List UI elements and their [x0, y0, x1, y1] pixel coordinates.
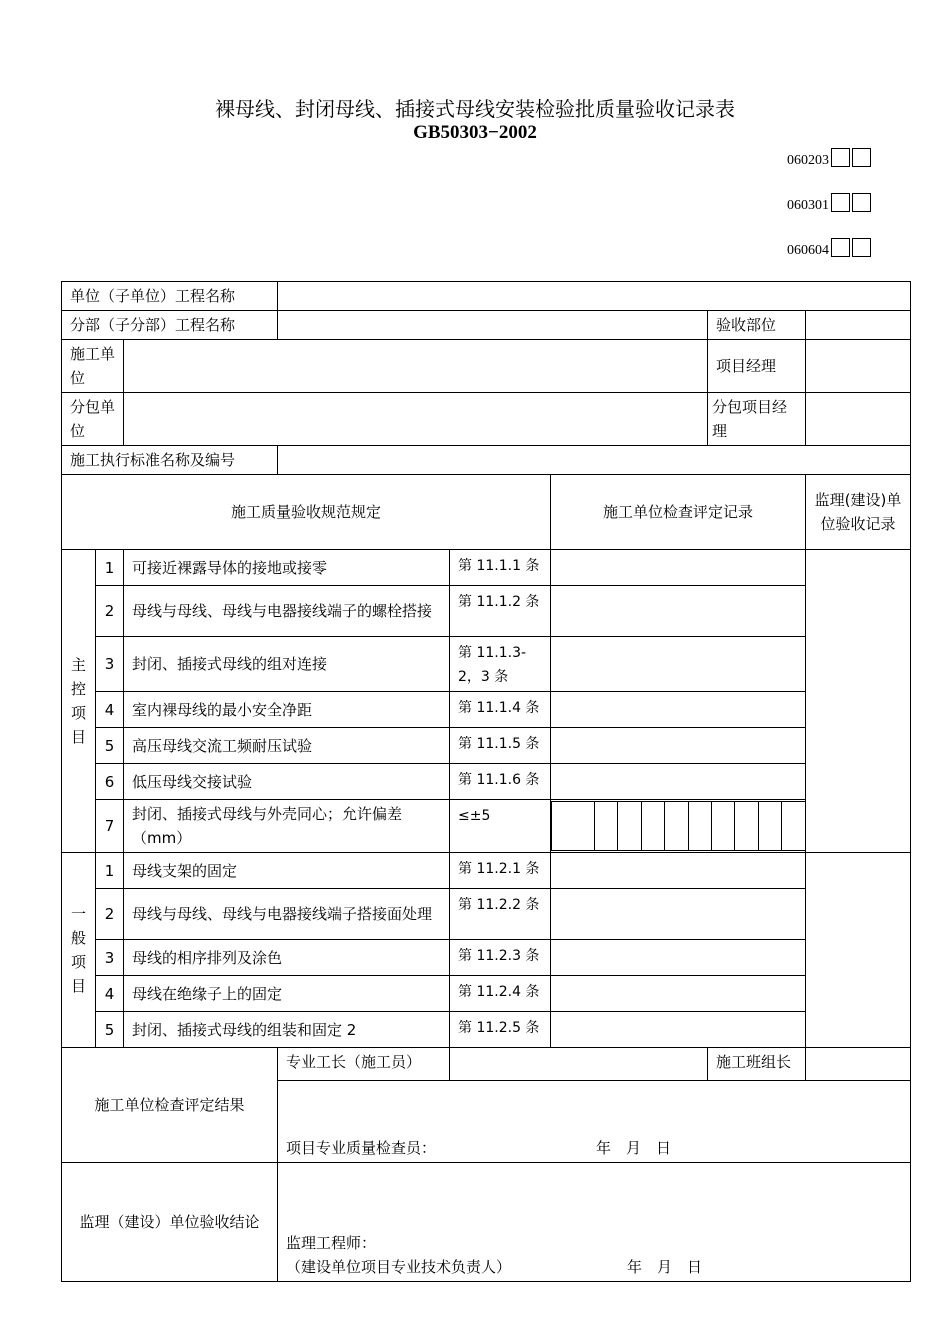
item-clause: ≤±5 [450, 800, 551, 853]
foreman-field[interactable] [450, 1048, 708, 1081]
item-clause: 第 11.1.2 条 [450, 586, 551, 637]
unit-project-field[interactable] [278, 282, 911, 311]
check-record-field[interactable] [551, 976, 806, 1012]
owner-rep-label: （建设单位项目专业技术负责人） [286, 1258, 512, 1276]
subcontract-unit-label: 分包单位 [62, 393, 124, 446]
spec-column-header: 施工质量验收规范规定 [62, 475, 551, 550]
acceptance-part-label: 验收部位 [708, 311, 806, 340]
conclusion-date: 年 月 日 [627, 1258, 703, 1276]
form-code-label: 060604 [787, 243, 829, 258]
unit-project-label: 单位（子单位）工程名称 [62, 282, 278, 311]
deviation-cell[interactable] [711, 802, 734, 851]
inspection-table [61, 281, 911, 1282]
item-clause: 第 11.1.1 条 [450, 550, 551, 586]
check-record-field[interactable] [551, 764, 806, 800]
item-clause: 第 11.1.3-2，3 条 [450, 637, 551, 692]
general-items-label-text: 一般项目 [70, 905, 86, 995]
item-no: 5 [96, 728, 124, 764]
item-no: 4 [96, 692, 124, 728]
item-no: 7 [96, 800, 124, 853]
check-record-field[interactable] [551, 1012, 806, 1048]
standard-name-field[interactable] [278, 446, 911, 475]
subcontract-unit-field[interactable] [124, 393, 708, 446]
item-text: 高压母线交流工频耐压试验 [124, 728, 450, 764]
supervision-column-header: 监理(建设)单位验收记录 [806, 475, 911, 550]
item-no: 4 [96, 976, 124, 1012]
construction-unit-field[interactable] [124, 340, 708, 393]
item-text: 封闭、插接式母线的组对连接 [124, 637, 450, 692]
check-record-field[interactable] [551, 550, 806, 586]
supervision-record-field[interactable] [806, 853, 911, 1048]
subcontract-manager-label: 分包项目经理 [708, 393, 806, 446]
code-checkbox[interactable] [831, 148, 850, 167]
deviation-cell[interactable] [552, 802, 595, 851]
check-record-field[interactable] [551, 637, 806, 692]
main-items-label-text: 主控项目 [70, 656, 86, 746]
code-checkbox[interactable] [852, 148, 871, 167]
item-text: 封闭、插接式母线与外壳同心；允许偏差（mm） [124, 800, 450, 853]
general-items-label [62, 853, 96, 1048]
project-manager-field[interactable] [806, 340, 911, 393]
code-checkbox[interactable] [852, 238, 871, 257]
standard-code: GB50303−2002 [413, 122, 537, 143]
check-record-field[interactable] [551, 728, 806, 764]
code-checkbox[interactable] [852, 193, 871, 212]
deviation-cell[interactable] [641, 802, 664, 851]
result-date: 年 月 日 [596, 1139, 672, 1157]
construction-result-label: 施工单位检查评定结果 [62, 1048, 278, 1163]
item-text: 母线在绝缘子上的固定 [124, 976, 450, 1012]
item-text: 母线与母线、母线与电器接线端子搭接面处理 [124, 889, 450, 940]
form-code-label: 060301 [787, 198, 829, 213]
deviation-cell[interactable] [758, 802, 781, 851]
item-no: 2 [96, 889, 124, 940]
check-record-field[interactable] [551, 889, 806, 940]
supervision-conclusion-label: 监理（建设）单位验收结论 [62, 1163, 278, 1282]
item-no: 2 [96, 586, 124, 637]
team-leader-label: 施工班组长 [708, 1048, 806, 1081]
form-code-label: 060203 [787, 153, 829, 168]
engineer-label: 监理工程师： [286, 1234, 377, 1252]
item-no: 5 [96, 1012, 124, 1048]
standard-name-label: 施工执行标准名称及编号 [62, 446, 278, 475]
item-clause: 第 11.2.4 条 [450, 976, 551, 1012]
check-record-field[interactable] [551, 586, 806, 637]
item-clause: 第 11.2.1 条 [450, 853, 551, 889]
item-no: 3 [96, 637, 124, 692]
conclusion-signature-area[interactable] [278, 1163, 911, 1282]
item-no: 6 [96, 764, 124, 800]
page-title: 裸母线、封闭母线、插接式母线安装检验批质量验收记录表 [215, 97, 735, 121]
code-checkbox[interactable] [831, 238, 850, 257]
code-checkbox[interactable] [831, 193, 850, 212]
check-record-field[interactable] [551, 940, 806, 976]
item-clause: 第 11.1.6 条 [450, 764, 551, 800]
check-column-header: 施工单位检查评定记录 [551, 475, 806, 550]
item-text: 封闭、插接式母线的组装和固定 2 [124, 1012, 450, 1048]
item-clause: 第 11.2.5 条 [450, 1012, 551, 1048]
team-leader-field[interactable] [806, 1048, 911, 1081]
item-clause: 第 11.1.4 条 [450, 692, 551, 728]
deviation-cell[interactable] [595, 802, 618, 851]
inspector-label: 项目专业质量检查员： [286, 1139, 437, 1157]
result-signature-area[interactable] [278, 1081, 911, 1163]
item-text: 室内裸母线的最小安全净距 [124, 692, 450, 728]
division-project-label: 分部（子分部）工程名称 [62, 311, 278, 340]
form-code-3 [787, 238, 871, 258]
item-text: 母线与母线、母线与电器接线端子的螺栓搭接 [124, 586, 450, 637]
deviation-cell[interactable] [688, 802, 711, 851]
deviation-cell[interactable] [665, 802, 688, 851]
check-record-field[interactable] [551, 853, 806, 889]
item-text: 母线的相序排列及涂色 [124, 940, 450, 976]
foreman-label: 专业工长（施工员） [278, 1048, 450, 1081]
deviation-cell[interactable] [782, 802, 806, 851]
construction-unit-label: 施工单位 [62, 340, 124, 393]
deviation-cell[interactable] [618, 802, 641, 851]
subcontract-manager-field[interactable] [806, 393, 911, 446]
division-project-field[interactable] [278, 311, 708, 340]
check-record-field[interactable] [551, 692, 806, 728]
item-text: 低压母线交接试验 [124, 764, 450, 800]
item-clause: 第 11.2.2 条 [450, 889, 551, 940]
item-no: 1 [96, 550, 124, 586]
acceptance-part-field[interactable] [806, 311, 911, 340]
item-clause: 第 11.1.5 条 [450, 728, 551, 764]
main-items-label [62, 550, 96, 853]
deviation-grid-table [551, 801, 805, 851]
deviation-grid [551, 800, 806, 853]
form-code-1 [787, 148, 871, 168]
project-manager-label: 项目经理 [708, 340, 806, 393]
item-no: 3 [96, 940, 124, 976]
deviation-cell[interactable] [735, 802, 758, 851]
item-text: 母线支架的固定 [124, 853, 450, 889]
form-code-2 [787, 193, 871, 213]
item-no: 1 [96, 853, 124, 889]
supervision-record-field[interactable] [806, 550, 911, 853]
item-text: 可接近裸露导体的接地或接零 [124, 550, 450, 586]
item-clause: 第 11.2.3 条 [450, 940, 551, 976]
